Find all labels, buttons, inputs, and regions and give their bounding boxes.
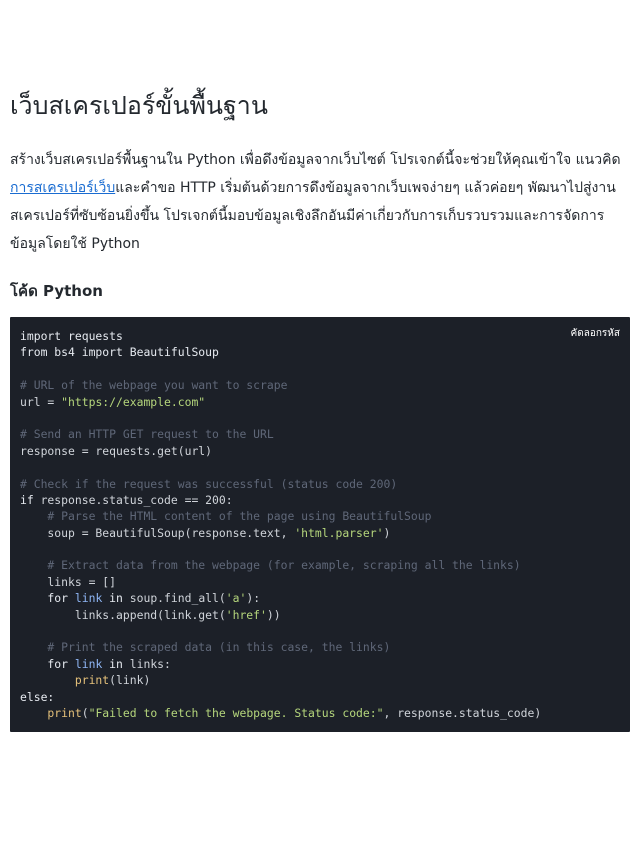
code-token: soup.find_all(	[122, 591, 226, 606]
code-line	[20, 557, 541, 573]
code-line	[20, 377, 541, 393]
code-line	[20, 344, 541, 360]
code-line	[20, 541, 541, 557]
code-line	[20, 623, 541, 639]
code-line	[20, 492, 541, 508]
code-line	[20, 394, 541, 410]
code-line	[20, 656, 541, 672]
code-token: import requests	[20, 329, 123, 343]
code-line	[20, 705, 541, 721]
code-token: for	[20, 656, 75, 671]
code-line	[20, 410, 541, 426]
code-token: "https://example.com"	[61, 394, 206, 409]
code-token: # Send an HTTP GET request to the URL	[20, 427, 274, 442]
code-token: (	[81, 705, 89, 720]
code-token: if	[20, 492, 34, 507]
code-token: 'a'	[225, 591, 247, 606]
code-line	[20, 689, 541, 705]
code-line	[20, 639, 541, 655]
code-token: (link)	[109, 673, 151, 688]
code-token: in	[102, 656, 123, 671]
code-token: link	[74, 591, 103, 606]
code-token: "Failed to fetch the webpage. Status code:"	[88, 705, 384, 720]
intro-text-end: และคำขอ HTTP เริ่มต้นด้วยการดึงข้อมูลจากเว็บเพจง่ายๆ แล้วค่อยๆ พัฒนาไปสู่งานสเครเปอร์ที่ซับซ้อนยิ่งขึ้น โปรเจกต์นี้มอบข้อมูลเชิงลึกอันมีค่าเกี่ยวกับการเก็บรวบรวมและการจัดการข้อมูลโดยใช้ Python	[10, 180, 616, 252]
code-line	[20, 328, 541, 344]
code-line	[20, 590, 541, 606]
code-token: # Extract data from the webpage (for example, scraping all the links)	[20, 558, 521, 573]
code-token: 'html.parser'	[294, 525, 384, 540]
code-token: , response.status_code)	[383, 705, 542, 720]
code-token: soup = BeautifulSoup(response.text,	[20, 525, 295, 540]
code-token: response = requests.get(url)	[20, 443, 213, 458]
code-token: links.append(link.get(	[20, 607, 226, 622]
code-token: # URL of the webpage you want to scrape	[20, 378, 288, 393]
code-line	[20, 525, 541, 541]
intro-paragraph	[10, 146, 630, 258]
code-token: for	[20, 591, 75, 606]
code-line	[20, 361, 541, 377]
code-token: print	[20, 705, 82, 720]
web-scraping-link[interactable]: การสเครเปอร์เว็บ	[10, 180, 116, 196]
code-token: links = []	[20, 574, 117, 589]
code-token: 'href'	[225, 607, 267, 622]
code-content[interactable]	[20, 328, 541, 721]
code-section-heading: โค้ด Python	[10, 282, 103, 300]
code-token: print	[20, 673, 110, 688]
code-token: ):	[246, 591, 261, 606]
code-token: in	[102, 591, 123, 606]
code-token: ))	[266, 607, 281, 622]
code-line	[20, 607, 541, 623]
copy-code-button[interactable]: คัดลอกรหัส	[569, 324, 622, 343]
code-block	[10, 317, 630, 732]
page-title: เว็บสเครเปอร์ขั้นพื้นฐาน	[10, 91, 268, 120]
code-token: response.status_code == 200:	[33, 492, 233, 507]
code-token: # Check if the request was successful (status code 200)	[20, 476, 398, 491]
code-token: # Parse the HTML content of the page using BeautifulSoup	[20, 509, 432, 524]
code-line	[20, 508, 541, 524]
code-token: link	[74, 656, 103, 671]
code-line	[20, 574, 541, 590]
code-line	[20, 443, 541, 459]
code-token: url =	[20, 394, 62, 409]
code-token: # Print the scraped data (in this case, the links)	[20, 640, 391, 655]
intro-text-start: สร้างเว็บสเครเปอร์พื้นฐานใน Python เพื่อดึงข้อมูลจากเว็บไซต์ โปรเจกต์นี้จะช่วยให้คุณเข้าใจ แนวคิด	[10, 152, 621, 168]
code-line	[20, 459, 541, 475]
code-line	[20, 426, 541, 442]
code-line	[20, 672, 541, 688]
code-token: else:	[20, 689, 55, 704]
code-line	[20, 476, 541, 492]
code-token: links:	[122, 656, 171, 671]
code-token: )	[383, 525, 391, 540]
code-token: from bs4 import BeautifulSoup	[20, 345, 219, 360]
